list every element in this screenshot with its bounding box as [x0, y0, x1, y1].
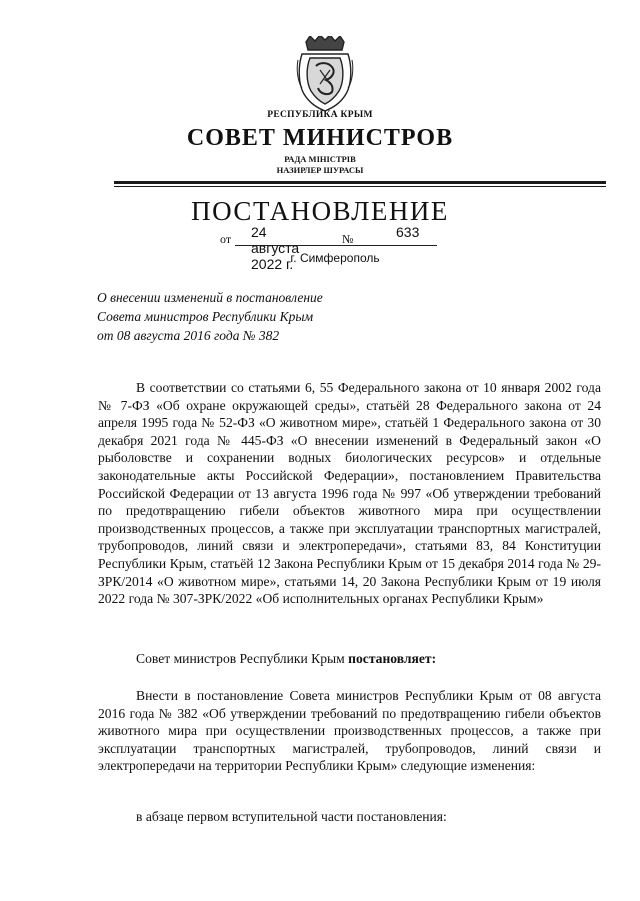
decree-title: ПОСТАНОВЛЕНИЕ — [191, 196, 449, 226]
resolution-subject: Совет министров Республики Крым — [136, 651, 349, 666]
council-title-ukrainian: РАДА МІНІСТРІВ — [284, 154, 356, 164]
number-underline — [355, 245, 437, 246]
header-divider-thick — [114, 181, 606, 184]
subject-line: Совета министров Республики Крым — [97, 309, 314, 324]
paragraph-text: в абзаце первом вступительной части постановления: — [136, 809, 447, 824]
number-prefix: № — [342, 232, 354, 246]
council-title: СОВЕТ МИНИСТРОВ — [186, 125, 454, 151]
paragraph-text: Внести в постановление Совета министров Республики Крым от 08 августа 2016 года № 382 «Об утверждении требований по предотвращению гибели объектов животного мира при осуществлении производственных процессов, а также при эксплуатации транспортных магистралей, трубопроводов, линий связи и электропередачи на территории Республики Крым» следующие изменения: — [98, 688, 601, 774]
amendment-paragraph — [98, 687, 601, 775]
republic-name: РЕСПУБЛИКА КРЫМ — [267, 110, 373, 120]
crimea-coat-of-arms-icon — [296, 36, 354, 112]
council-title-crimean-tatar: НАЗИРЛЕР ШУРАСЫ — [276, 165, 364, 175]
subject-line: от 08 августа 2016 года № 382 — [97, 328, 280, 343]
decree-date: 24 августа 2022 г. — [251, 224, 300, 272]
date-prefix: от — [220, 232, 232, 246]
paragraph-text: В соответствии со статьями 6, 55 Федерального закона от 10 января 2002 года № 7-ФЗ «Об охране окружающей среды», статьёй 28 Федерального закона от 24 апреля 1995 года № 52-ФЗ «О животном мире», статьёй 1 Федерального закона от 30 декабря 2021 года № 445-ФЗ «О внесении изменений в Федеральный закон «О рыболовстве и сохранении водных биологических ресурсов» и отдельные законодательные акты Российской Федерации», постановлением Правительства Российской Федерации от 13 августа 1996 года № 997 «Об утверждении требований по предотвращению гибели объектов животного мира при осуществлении производственных процессов, а также при эксплуатации транспортных магистралей, трубопроводов, линий связи и электропередачи», статьями 83, 84 Конституции Республики Крым, статьёй 12 Закона Республики Крым от 15 декабря 2014 года № 29-ЗРК/2014 «О животном мире», статьями 14, 20 Закона Республики Крым от 19 июля 2022 года № 307-ЗРК/2022 «Об исполнительных органах Республики Крым» — [98, 380, 601, 607]
paragraph-text — [98, 650, 601, 668]
decree-city: г. Симферополь — [290, 251, 380, 265]
amendment-item — [98, 808, 601, 826]
decree-number: 633 — [396, 224, 420, 240]
decree-subject — [97, 288, 323, 345]
resolution-statement — [98, 650, 601, 668]
preamble-paragraph — [98, 379, 601, 608]
header-divider-thin — [114, 186, 606, 187]
subject-line: О внесении изменений в постановление — [97, 290, 323, 305]
resolution-verb: постановляет: — [348, 651, 437, 666]
